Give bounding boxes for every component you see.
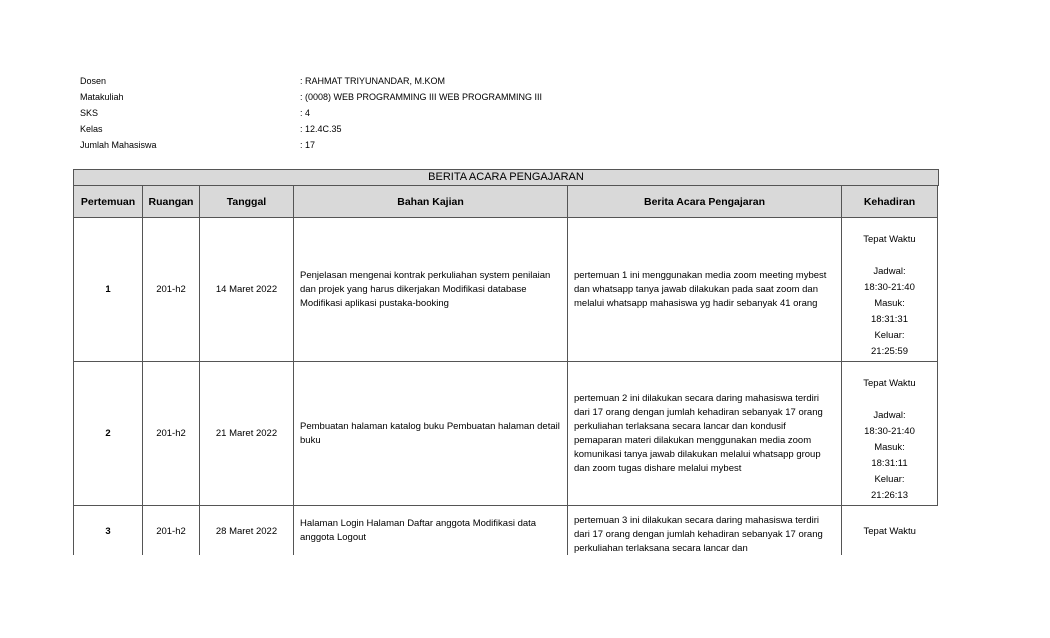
cell-bahan-kajian: Halaman Login Halaman Daftar anggota Modifikasi data anggota Logout [294, 506, 568, 556]
header-kehadiran: Kehadiran [842, 186, 938, 218]
info-value: : RAHMAT TRIYUNANDAR, M.KOM [300, 76, 446, 86]
cell-berita-acara: pertemuan 3 ini dilakukan secara daring mahasiswa terdiri dari 17 orang dengan jumlah kehadiran sebanyak 17 orang perkuliahan terlaksana secara lancar dan [568, 506, 842, 556]
header-tanggal: Tanggal [200, 186, 294, 218]
info-row-matakuliah [80, 92, 680, 106]
check-in-value: 18:31:11 [871, 458, 908, 469]
attendance-status: Tepat Waktu [863, 378, 916, 389]
check-out-value: 21:26:13 [871, 490, 908, 501]
table-title: BERITA ACARA PENGAJARAN [73, 169, 939, 186]
cell-ruangan: 201-h2 [143, 362, 200, 506]
cell-tanggal: 14 Maret 2022 [200, 218, 294, 362]
cell-kehadiran [842, 362, 938, 506]
header-bahan-kajian: Bahan Kajian [294, 186, 568, 218]
info-value: : 17 [300, 140, 316, 150]
check-out-label: Keluar: [874, 330, 905, 341]
cell-tanggal: 28 Maret 2022 [200, 506, 294, 556]
check-in-label: Masuk: [874, 298, 905, 309]
check-out-value: 21:25:59 [871, 346, 908, 357]
cell-bahan-kajian: Penjelasan mengenai kontrak perkuliahan system penilaian dan projek yang harus dikerjakan Modifikasi database Modifikasi aplikasi pustaka-booking [294, 218, 568, 362]
attendance-status: Tepat Waktu [863, 234, 916, 245]
check-out-label: Keluar: [874, 474, 905, 485]
table-row [74, 362, 938, 506]
info-label: Matakuliah [80, 92, 124, 102]
schedule-label: Jadwal: [873, 266, 906, 277]
info-row-sks [80, 108, 680, 122]
cell-bahan-kajian: Pembuatan halaman katalog buku Pembuatan halaman detail buku [294, 362, 568, 506]
check-in-label: Masuk: [874, 442, 905, 453]
header-pertemuan: Pertemuan [74, 186, 143, 218]
info-value: : 12.4C.35 [300, 124, 342, 134]
info-label: Jumlah Mahasiswa [80, 140, 157, 150]
cell-kehadiran [842, 218, 938, 362]
teaching-report-table [73, 169, 939, 555]
cell-pertemuan: 2 [74, 362, 143, 506]
header-row [74, 186, 938, 218]
cell-ruangan: 201-h2 [143, 218, 200, 362]
cell-berita-acara: pertemuan 1 ini menggunakan media zoom meeting mybest dan whatsapp tanya jawab dilakukan pada saat zoom dan melalui whatsapp mahasiswa yg hadir sebanyak 41 orang [568, 218, 842, 362]
cell-pertemuan: 3 [74, 506, 143, 556]
cell-berita-acara: pertemuan 2 ini dilakukan secara daring mahasiswa terdiri dari 17 orang dengan jumlah kehadiran sebanyak 17 orang perkuliahan terlaksana secara lancar dan kondusif pemaparan materi dilakukan menggunakan media zoom komunikasi tanya jawab dilakukan melalui whatsapp group dan zoom tugas dishare melalui mybest [568, 362, 842, 506]
schedule-value: 18:30-21:40 [864, 282, 915, 293]
schedule-value: 18:30-21:40 [864, 426, 915, 437]
info-label: Kelas [80, 124, 103, 134]
cell-kehadiran: Tepat Waktu [842, 506, 938, 556]
cell-pertemuan: 1 [74, 218, 143, 362]
info-row-jumlah-mahasiswa [80, 140, 680, 154]
info-row-dosen [80, 76, 680, 90]
info-label: Dosen [80, 76, 107, 86]
info-row-kelas [80, 124, 680, 138]
info-label: SKS [80, 108, 99, 118]
report-table [73, 185, 938, 555]
schedule-label: Jadwal: [873, 410, 906, 421]
header-ruangan: Ruangan [143, 186, 200, 218]
header-berita-acara: Berita Acara Pengajaran [568, 186, 842, 218]
cell-tanggal: 21 Maret 2022 [200, 362, 294, 506]
table-row [74, 218, 938, 362]
cell-ruangan: 201-h2 [143, 506, 200, 556]
info-value: : (0008) WEB PROGRAMMING III WEB PROGRAMMING III [300, 92, 543, 102]
table-row [74, 506, 938, 556]
info-value: : 4 [300, 108, 311, 118]
check-in-value: 18:31:31 [871, 314, 908, 325]
